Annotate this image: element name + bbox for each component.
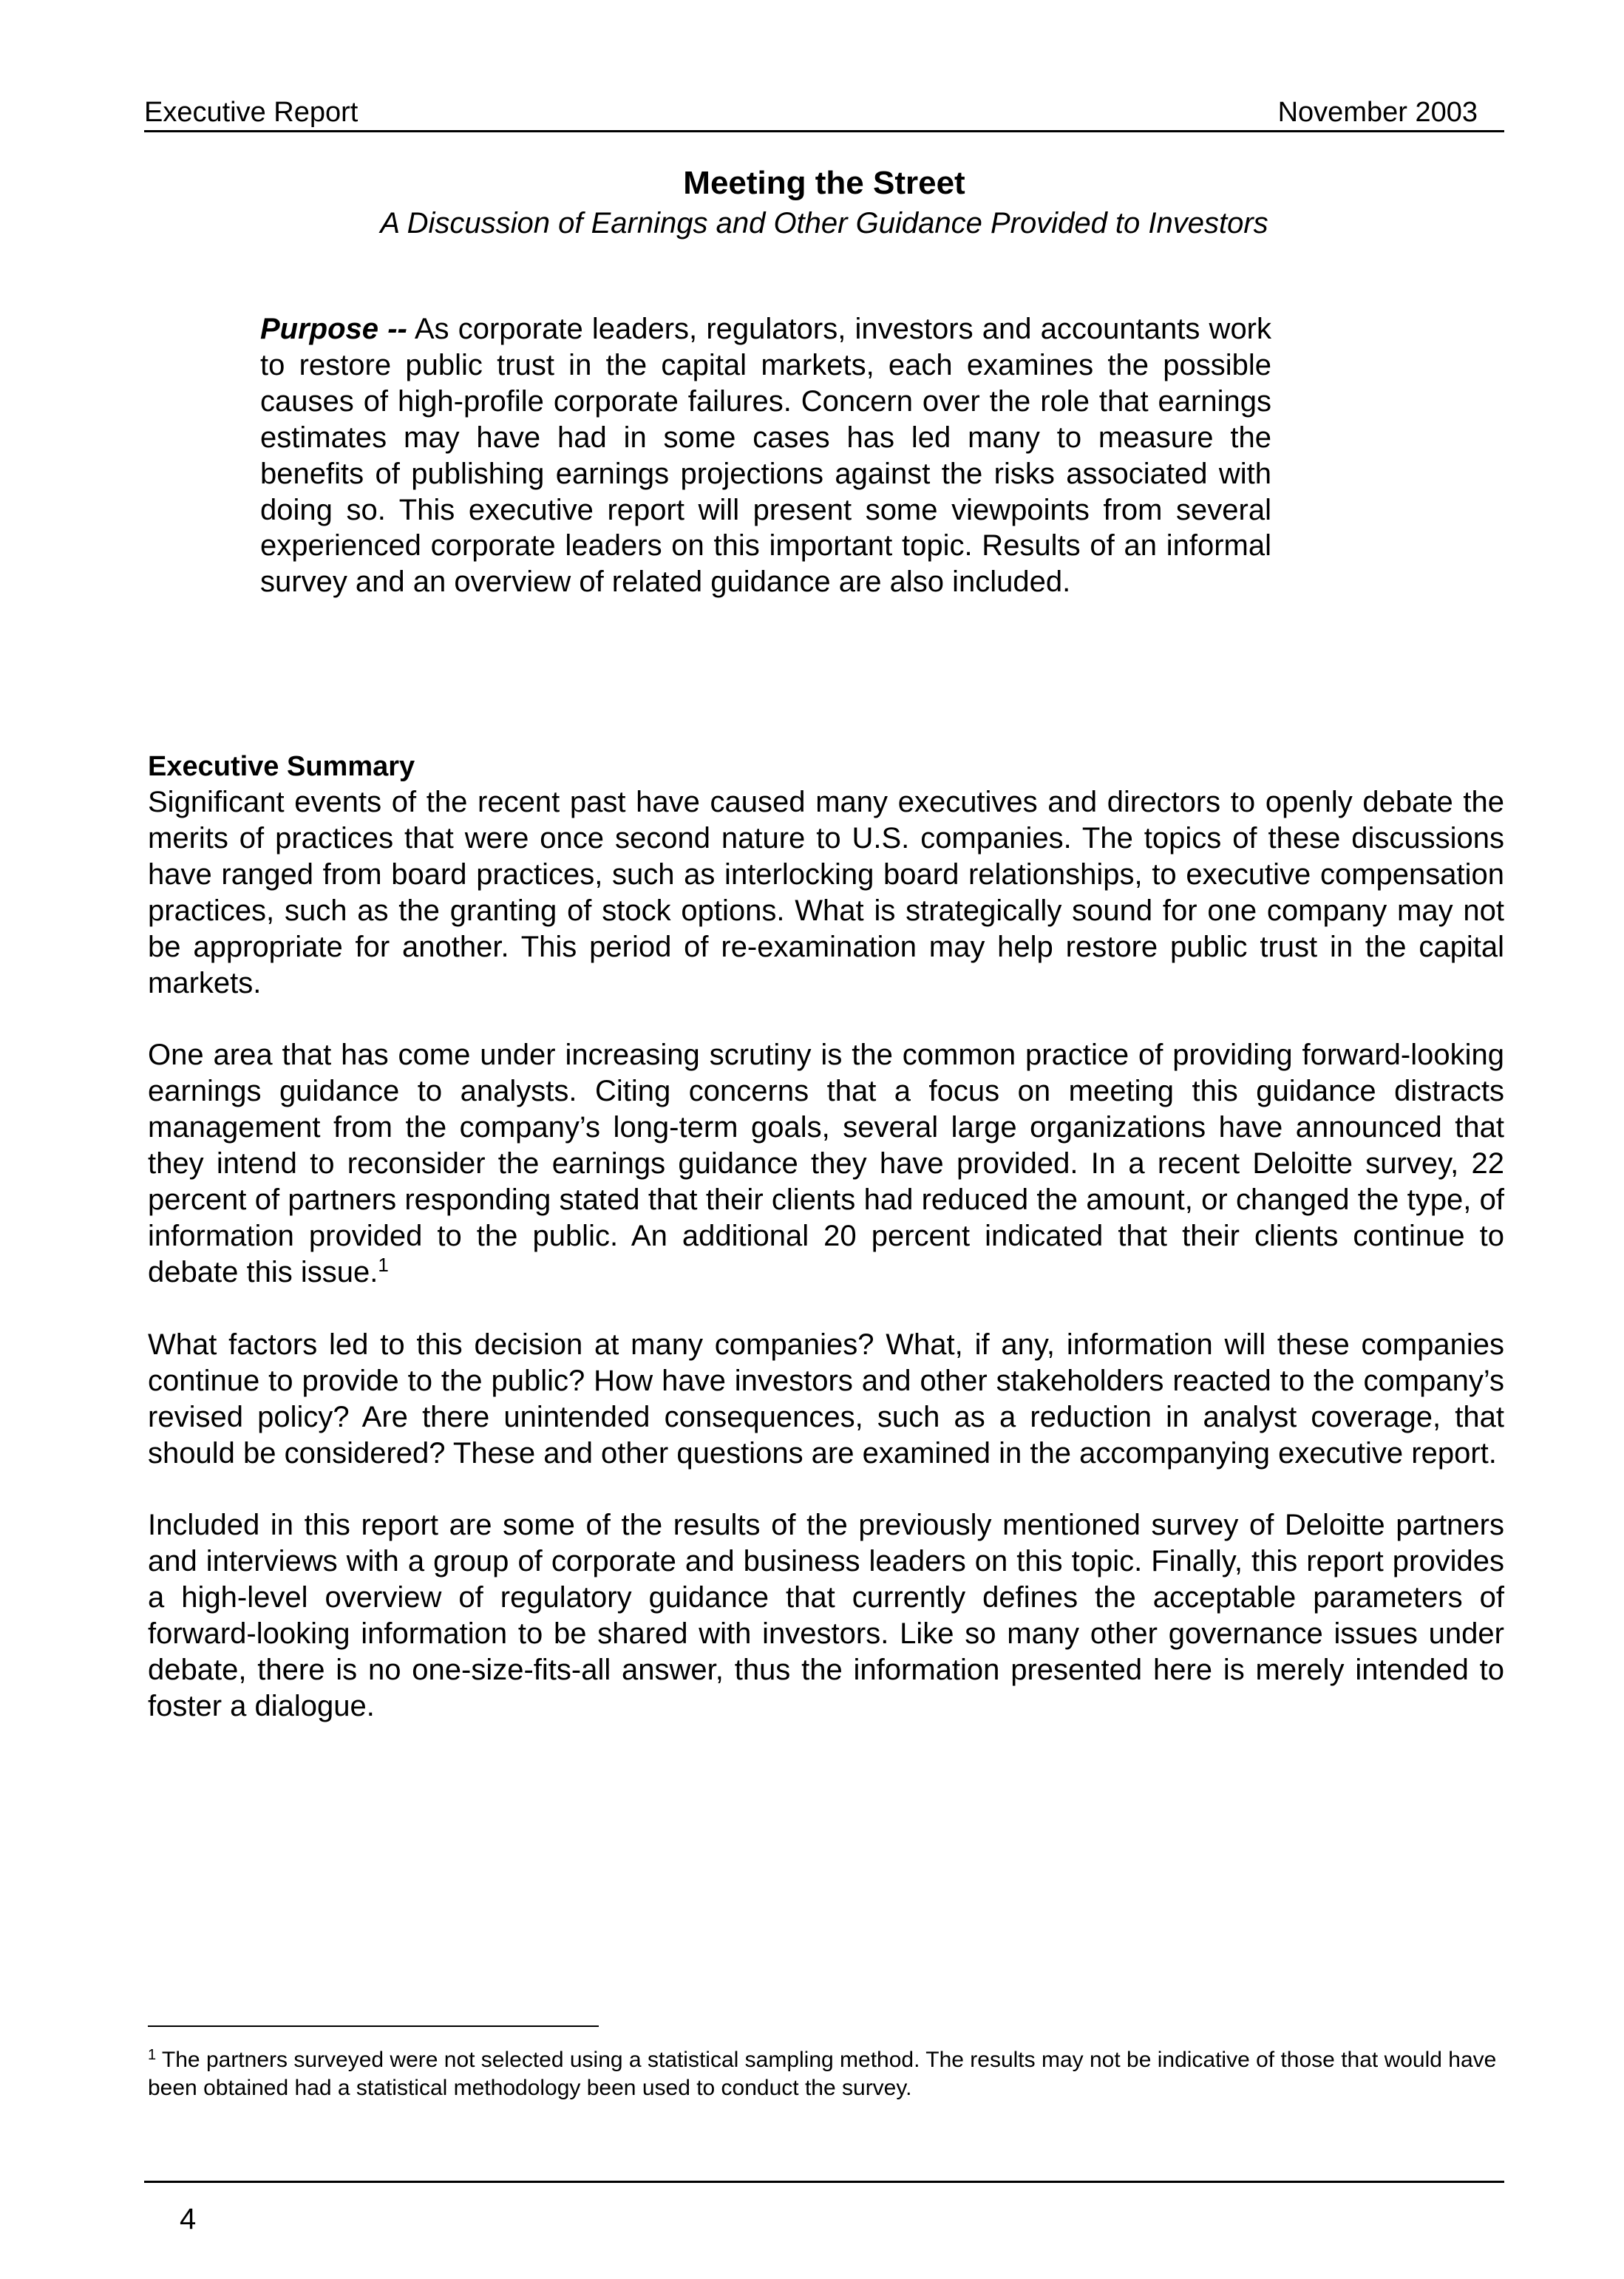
executive-summary-heading: Executive Summary [148,751,415,782]
footnote-divider [148,2025,599,2027]
document-subtitle: A Discussion of Earnings and Other Guidance Provided to Investors [380,207,1268,240]
summary-paragraph-text: One area that has come under increasing scrutiny is the common practice of providing forward-looking earnings guidance to analysts. Citing concerns that a focus on meeting this guidance distracts management from the company’s long-term goals, several large organizations have announced that they intend to reconsider the earnings guidance they have provided. In a recent Deloitte survey, 22 percent of partners responding stated that their clients had reduced the amount, or changed the type, of information provided to the public. An additional 20 percent indicated that their clients continue to debate this issue. [148,1039,1504,1288]
purpose-text: As corporate leaders, regulators, investors and accountants work to restore public trust in the capital markets, each examines the possible causes of high-profile corporate failures. Concern over the role that earnings estimates may have had in some cases has led many to measure the benefits of publishing earnings projections against the risks associated with doing so. This executive report will present some viewpoints from several experienced corporate leaders on this important topic. Results of an informal survey and an overview of related guidance are also included. [260,313,1272,599]
header-report-type: Executive Report [144,97,359,128]
footnote-marker: 1 [148,2047,157,2063]
document-title: Meeting the Street [683,165,965,201]
footer-divider [144,2181,1504,2183]
summary-paragraph: Included in this report are some of the results of the previously mentioned survey of Deloitte partners and interviews with a group of corporate and business leaders on this topic. Finally, this report provides a high-level overview of regulatory guidance that currently defines the acceptable parameters of forward-looking information to be shared with investors. Like so many other governance issues under debate, there is no one-size-fits-all answer, thus the information presented here is merely intended to foster a dialogue. [148,1509,1504,1722]
executive-summary-section [148,749,1504,1761]
summary-paragraph [148,1037,1504,1290]
header-date: November 2003 [1277,97,1478,128]
purpose-lead: Purpose -- [260,313,407,345]
page-header [144,87,1504,132]
summary-paragraph: Significant events of the recent past have caused many executives and directors to openly debate the merits of practices that were once second nature to U.S. companies. The topics of these discussions have ranged from board practices, such as interlocking board relationships, to executive compensation practices, such as the granting of stock options. What is strategically sound for one company may not be appropriate for another. This period of re-examination may help restore public trust in the capital markets. [148,786,1504,999]
page-number: 4 [180,2203,197,2235]
purpose-block [260,311,1271,600]
footnote-text: The partners surveyed were not selected using a statistical sampling method. The results may not be indicative of those that would have been obtained had a statistical methodology been used to conduct the survey. [148,2048,1497,2100]
footnote-reference[interactable]: 1 [378,1253,389,1276]
summary-paragraph: What factors led to this decision at many companies? What, if any, information will these companies continue to provide to the public? How have investors and other stakeholders reacted to the company’s revised policy? Are there unintended consequences, such as a reduction in analyst coverage, that should be considered? These and other questions are examined in the accompanying executive report. [148,1328,1504,1470]
footnote [148,2046,1501,2102]
